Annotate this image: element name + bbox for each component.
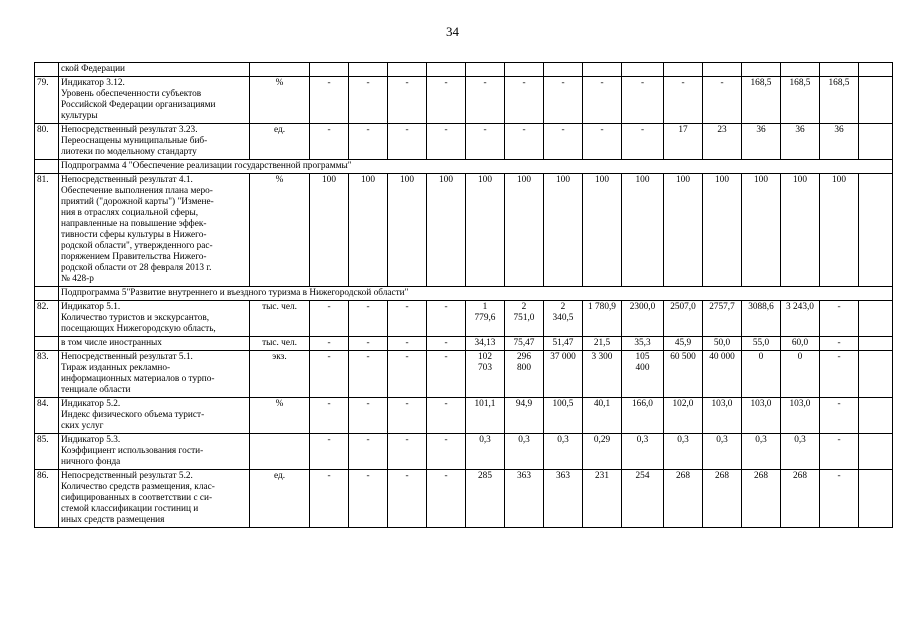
value-cell: 0,29 xyxy=(583,434,622,470)
table-row xyxy=(35,174,893,287)
row-number-cell: 81. xyxy=(35,174,59,287)
value-cell: - xyxy=(310,77,349,124)
value-cell: - xyxy=(388,337,427,351)
value-cell: 2 340,5 xyxy=(544,301,583,337)
value-cell: 100 xyxy=(622,174,664,287)
indicator-name-cell: Индикатор 5.1. Количество туристов и экскурсантов, посещающих Нижегородскую область, xyxy=(59,301,250,337)
value-cell: 102 703 xyxy=(466,351,505,398)
value-cell: 268 xyxy=(742,470,781,528)
value-cell: 17 xyxy=(664,124,703,160)
value-cell: 0,3 xyxy=(466,434,505,470)
value-cell: - xyxy=(820,301,859,337)
value-cell: 35,3 xyxy=(622,337,664,351)
value-cell: - xyxy=(349,77,388,124)
subprogram-title: Подпрограмма 4 "Обеспечение реализации государственной программы" xyxy=(59,160,893,174)
value-cell: 268 xyxy=(781,470,820,528)
value-cell: 100 xyxy=(583,174,622,287)
value-cell: 268 xyxy=(664,470,703,528)
table-row xyxy=(35,351,893,398)
table-row xyxy=(35,434,893,470)
value-cell: 100 xyxy=(349,174,388,287)
value-cell: - xyxy=(388,301,427,337)
value-cell: 0,3 xyxy=(664,434,703,470)
value-cell: - xyxy=(703,77,742,124)
value-cell: - xyxy=(427,434,466,470)
value-cell xyxy=(859,351,893,398)
value-cell: - xyxy=(349,124,388,160)
unit-cell: тыс. чел. xyxy=(250,301,310,337)
section-header-row xyxy=(35,287,893,301)
unit-cell: ед. xyxy=(250,470,310,528)
value-cell: 363 xyxy=(544,470,583,528)
indicator-name-cell: Индикатор 3.12. Уровень обеспеченности субъектов Российской Федерации организациями культуры xyxy=(59,77,250,124)
value-cell: 100,5 xyxy=(544,398,583,434)
value-cell: - xyxy=(388,124,427,160)
value-cell: 3 243,0 xyxy=(781,301,820,337)
value-cell: 268 xyxy=(703,470,742,528)
value-cell: - xyxy=(820,351,859,398)
value-cell: - xyxy=(310,301,349,337)
row-number-cell xyxy=(35,160,59,174)
table-row xyxy=(35,398,893,434)
value-cell: - xyxy=(622,124,664,160)
value-cell: - xyxy=(388,351,427,398)
value-cell: 168,5 xyxy=(742,77,781,124)
value-cell xyxy=(859,470,893,528)
value-cell: - xyxy=(388,470,427,528)
value-cell: 100 xyxy=(388,174,427,287)
value-cell: 0 xyxy=(781,351,820,398)
table-row xyxy=(35,77,893,124)
value-cell: - xyxy=(820,470,859,528)
unit-cell: % xyxy=(250,77,310,124)
value-cell xyxy=(859,174,893,287)
row-number-cell: 80. xyxy=(35,124,59,160)
value-cell: 296 800 xyxy=(505,351,544,398)
value-cell: - xyxy=(427,337,466,351)
value-cell: - xyxy=(820,398,859,434)
value-cell: 34,13 xyxy=(466,337,505,351)
value-cell: 363 xyxy=(505,470,544,528)
value-cell: 102,0 xyxy=(664,398,703,434)
value-cell: 2 751,0 xyxy=(505,301,544,337)
row-number-cell: 83. xyxy=(35,351,59,398)
value-cell: 100 xyxy=(781,174,820,287)
value-cell: 40,1 xyxy=(583,398,622,434)
row-number-cell: 84. xyxy=(35,398,59,434)
value-cell: 100 xyxy=(427,174,466,287)
value-cell: 51,47 xyxy=(544,337,583,351)
value-cell: - xyxy=(427,351,466,398)
value-cell: 231 xyxy=(583,470,622,528)
value-cell: 100 xyxy=(505,174,544,287)
value-cell: 0 xyxy=(742,351,781,398)
value-cell: 0,3 xyxy=(703,434,742,470)
value-cell: 37 000 xyxy=(544,351,583,398)
indicator-name-cell: Непосредственный результат 5.2. Количество средств размещения, клас- сифицированных в соответствии с си- стемой классификации гостиниц и иных средств размещения xyxy=(59,470,250,528)
value-cell: - xyxy=(505,77,544,124)
indicator-name-cell: ской Федерации xyxy=(59,63,250,77)
value-cell: 168,5 xyxy=(820,77,859,124)
value-cell: 36 xyxy=(820,124,859,160)
value-cell: - xyxy=(349,398,388,434)
value-cell: - xyxy=(664,77,703,124)
value-cell: 60,0 xyxy=(781,337,820,351)
value-cell: 103,0 xyxy=(742,398,781,434)
value-cell: - xyxy=(310,351,349,398)
value-cell: 23 xyxy=(703,124,742,160)
indicator-name-cell: в том числе иностранных xyxy=(59,337,250,351)
value-cell: - xyxy=(820,434,859,470)
value-cell: - xyxy=(388,398,427,434)
value-cell: - xyxy=(466,77,505,124)
value-cell: 50,0 xyxy=(703,337,742,351)
unit-cell: тыс. чел. xyxy=(250,337,310,351)
table-row xyxy=(35,337,893,351)
value-cell: - xyxy=(427,301,466,337)
value-cell: - xyxy=(310,124,349,160)
value-cell: - xyxy=(310,434,349,470)
value-cell: 285 xyxy=(466,470,505,528)
value-cell: 45,9 xyxy=(664,337,703,351)
value-cell: - xyxy=(349,434,388,470)
indicators-table xyxy=(34,62,893,528)
value-cell: 36 xyxy=(781,124,820,160)
value-cell: 100 xyxy=(820,174,859,287)
value-cell: 168,5 xyxy=(781,77,820,124)
value-cell: 100 xyxy=(703,174,742,287)
indicator-name-cell: Непосредственный результат 4.1. Обеспечение выполнения плана меро- приятий ("дорожной карты") "Измене- ния в отраслях социальной сферы, направленные на повышение эффек- тивности сферы культуры в Нижего- родской области", утвержденного рас- поряжением Правительства Нижего- родской области от 28 февраля 2013 г. № 428-р xyxy=(59,174,250,287)
value-cell xyxy=(859,434,893,470)
indicator-name-cell: Индикатор 5.3. Коэффициент использования гости- ничного фонда xyxy=(59,434,250,470)
value-cell xyxy=(859,398,893,434)
value-cell: 0,3 xyxy=(622,434,664,470)
table-row xyxy=(35,124,893,160)
indicator-name-cell: Индикатор 5.2. Индекс физического объема турист- ских услуг xyxy=(59,398,250,434)
value-cell: - xyxy=(583,124,622,160)
section-header-row xyxy=(35,160,893,174)
value-cell: - xyxy=(505,124,544,160)
value-cell: 103,0 xyxy=(781,398,820,434)
value-cell: 100 xyxy=(310,174,349,287)
value-cell: 103,0 xyxy=(703,398,742,434)
unit-cell: экз. xyxy=(250,351,310,398)
row-number-cell xyxy=(35,337,59,351)
row-number-cell: 82. xyxy=(35,301,59,337)
value-cell: - xyxy=(544,77,583,124)
value-cell: 100 xyxy=(742,174,781,287)
subprogram-title: Подпрограмма 5"Развитие внутреннего и въездного туризма в Нижегородской области" xyxy=(59,287,893,301)
unit-cell: ед. xyxy=(250,124,310,160)
value-cell: 2300,0 xyxy=(622,301,664,337)
value-cell: 60 500 xyxy=(664,351,703,398)
indicator-name-cell: Непосредственный результат 3.23. Переоснащены муниципальные биб- лиотеки по модельному стандарту xyxy=(59,124,250,160)
row-number-cell: 79. xyxy=(35,77,59,124)
value-cell: - xyxy=(820,337,859,351)
value-cell: 0,3 xyxy=(544,434,583,470)
value-cell: 105 400 xyxy=(622,351,664,398)
value-cell: 75,47 xyxy=(505,337,544,351)
value-cell xyxy=(859,337,893,351)
value-cell: 40 000 xyxy=(703,351,742,398)
value-cell: - xyxy=(310,337,349,351)
value-cell: - xyxy=(544,124,583,160)
indicator-name-cell: Непосредственный результат 5.1. Тираж изданных рекламно- информационных материалов о турпо- тенциале области xyxy=(59,351,250,398)
value-cell: - xyxy=(349,301,388,337)
value-cell: - xyxy=(349,470,388,528)
table-row-continuation xyxy=(35,63,893,77)
value-cell: 2507,0 xyxy=(664,301,703,337)
value-cell: 0,3 xyxy=(781,434,820,470)
row-number-cell: 86. xyxy=(35,470,59,528)
value-cell: 55,0 xyxy=(742,337,781,351)
value-cell: 254 xyxy=(622,470,664,528)
value-cell: 2757,7 xyxy=(703,301,742,337)
value-cell: 100 xyxy=(466,174,505,287)
value-cell: - xyxy=(388,434,427,470)
value-cell: - xyxy=(622,77,664,124)
value-cell xyxy=(859,124,893,160)
row-number-cell xyxy=(35,287,59,301)
value-cell xyxy=(859,77,893,124)
value-cell: 1 780,9 xyxy=(583,301,622,337)
value-cell: - xyxy=(349,337,388,351)
value-cell: - xyxy=(466,124,505,160)
value-cell: 0,3 xyxy=(505,434,544,470)
value-cell: 21,5 xyxy=(583,337,622,351)
value-cell: - xyxy=(427,470,466,528)
value-cell: - xyxy=(349,351,388,398)
value-cell: 94,9 xyxy=(505,398,544,434)
value-cell: - xyxy=(310,470,349,528)
value-cell: 3 300 xyxy=(583,351,622,398)
value-cell: 166,0 xyxy=(622,398,664,434)
value-cell: 100 xyxy=(664,174,703,287)
value-cell: - xyxy=(427,77,466,124)
value-cell: 1 779,6 xyxy=(466,301,505,337)
page-number: 34 xyxy=(446,24,459,39)
value-cell: - xyxy=(388,77,427,124)
unit-cell: % xyxy=(250,174,310,287)
value-cell: 100 xyxy=(544,174,583,287)
unit-cell: % xyxy=(250,398,310,434)
value-cell xyxy=(859,301,893,337)
value-cell: 3088,6 xyxy=(742,301,781,337)
value-cell: - xyxy=(427,124,466,160)
value-cell: - xyxy=(583,77,622,124)
row-number-cell: 85. xyxy=(35,434,59,470)
table-row xyxy=(35,470,893,528)
row-number-cell xyxy=(35,63,59,77)
value-cell: - xyxy=(310,398,349,434)
value-cell: 101,1 xyxy=(466,398,505,434)
value-cell: - xyxy=(427,398,466,434)
value-cell: 0,3 xyxy=(742,434,781,470)
value-cell: 36 xyxy=(742,124,781,160)
table-row xyxy=(35,301,893,337)
unit-cell xyxy=(250,434,310,470)
